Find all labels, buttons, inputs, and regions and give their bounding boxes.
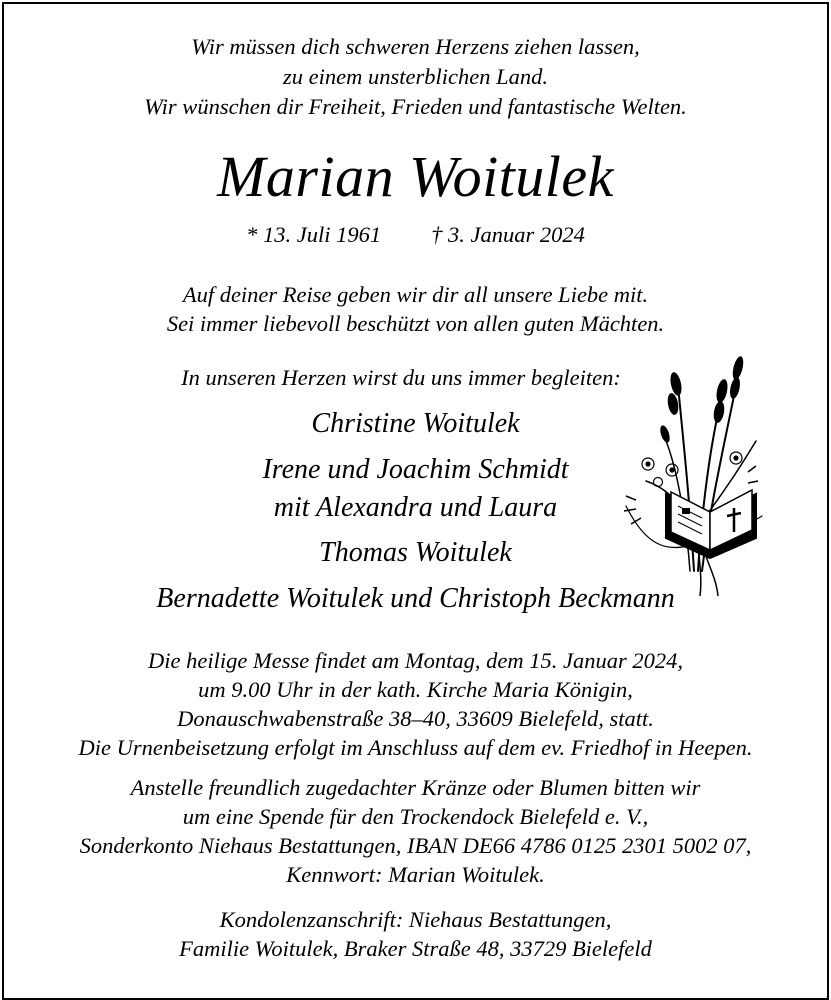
- mourner-name: Irene und Joachim Schmidt: [262, 454, 569, 485]
- donation-line: Anstelle freundlich zugedachter Kränze oder Blumen bitten wir: [130, 775, 701, 800]
- wish-line: Auf deiner Reise geben wir dir all unsere Liebe mit.: [182, 282, 649, 307]
- funeral-mass-details: [0, 646, 831, 762]
- poem-line: zu einem unsterblichen Land.: [283, 64, 548, 89]
- condolence-line: Kondolenzanschrift: Niehaus Bestattungen,: [219, 907, 612, 932]
- birth-date: * 13. Juli 1961: [246, 222, 382, 247]
- farewell-wish: [0, 280, 831, 338]
- condolence-address: [0, 905, 831, 963]
- mass-line: Die heilige Messe findet am Montag, dem 15. Januar 2024,: [148, 648, 683, 673]
- condolence-line: Familie Woitulek, Braker Straße 48, 33729 Bielefeld: [179, 936, 652, 961]
- life-dates: [0, 220, 831, 250]
- mass-line: um 9.00 Uhr in der kath. Kirche Maria Königin,: [198, 677, 633, 702]
- donation-line: Kennwort: Marian Woitulek.: [286, 862, 545, 887]
- poem-line: Wir wünschen dir Freiheit, Frieden und fantastische Welten.: [144, 94, 687, 119]
- opening-poem: [0, 32, 831, 122]
- death-date: † 3. Januar 2024: [431, 222, 585, 247]
- mourner-name: Thomas Woitulek: [319, 537, 512, 568]
- mourner-name: mit Alexandra und Laura: [273, 492, 558, 523]
- donation-line: Sonderkonto Niehaus Bestattungen, IBAN DE66 4786 0125 2301 5002 07,: [79, 833, 752, 858]
- mass-line: Die Urnenbeisetzung erfolgt im Anschluss auf dem ev. Friedhof in Heepen.: [78, 735, 753, 760]
- poem-line: Wir müssen dich schweren Herzens ziehen lassen,: [191, 34, 640, 59]
- bible-with-wheat-and-flowers-icon: [606, 346, 764, 596]
- donation-line: um eine Spende für den Trockendock Bielefeld e. V.,: [182, 804, 649, 829]
- deceased-name: Marian Woitulek: [217, 144, 614, 209]
- mourners-intro: In unseren Herzen wirst du uns immer begleiten:: [181, 365, 621, 390]
- wish-line: Sei immer liebevoll beschützt von allen guten Mächten.: [166, 311, 665, 336]
- donation-request: [0, 773, 831, 889]
- mass-line: Donauschwabenstraße 38–40, 33609 Bielefeld, statt.: [177, 706, 654, 731]
- mourner-name: Bernadette Woitulek und Christoph Beckmann: [156, 583, 675, 614]
- mourner-name: Christine Woitulek: [311, 408, 520, 439]
